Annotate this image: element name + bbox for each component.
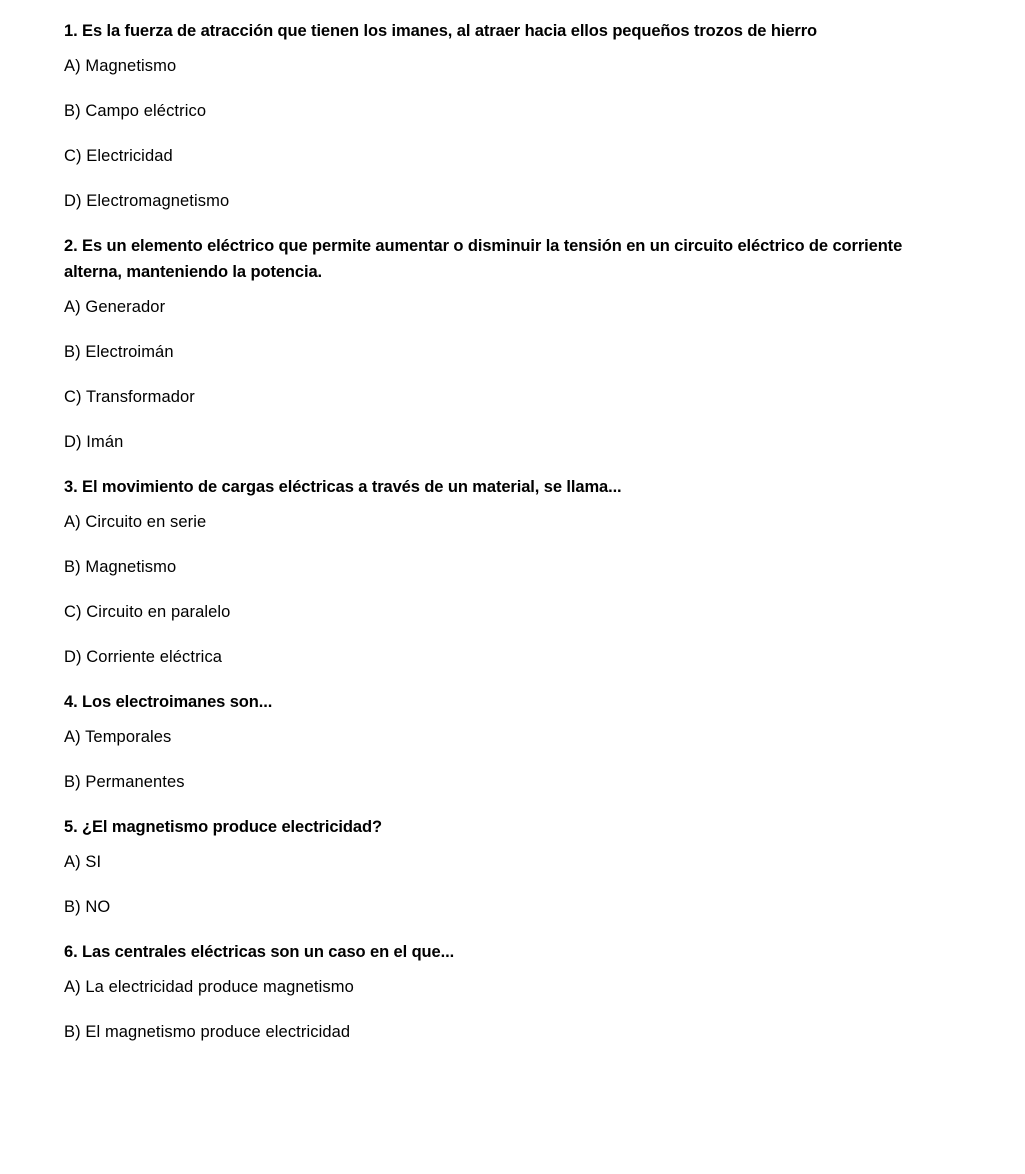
answer-option: C) Transformador <box>64 388 195 406</box>
answer-option: D) Imán <box>64 433 124 451</box>
question-3 <box>64 474 964 670</box>
answer-option: B) El magnetismo produce electricidad <box>64 1023 351 1041</box>
answer-option: A) Generador <box>64 298 166 316</box>
question-4 <box>64 689 964 795</box>
answer-option: D) Corriente eléctrica <box>64 648 223 666</box>
question-1 <box>64 18 964 214</box>
answer-option: A) Magnetismo <box>64 57 177 75</box>
answer-option: B) Magnetismo <box>64 558 177 576</box>
question-text: 6. Las centrales eléctricas son un caso en el que... <box>64 943 455 961</box>
answer-option: D) Electromagnetismo <box>64 192 230 210</box>
question-text: 5. ¿El magnetismo produce electricidad? <box>64 818 382 836</box>
question-text: 1. Es la fuerza de atracción que tienen los imanes, al atraer hacia ellos pequeños trozos de hierro <box>64 22 818 40</box>
question-2 <box>64 233 964 455</box>
answer-option: A) SI <box>64 853 102 871</box>
question-text: 4. Los electroimanes son... <box>64 693 273 711</box>
answer-option: B) Campo eléctrico <box>64 102 207 120</box>
answer-option: B) Electroimán <box>64 343 174 361</box>
question-6 <box>64 939 964 1045</box>
answer-option: C) Circuito en paralelo <box>64 603 231 621</box>
question-5 <box>64 814 964 920</box>
answer-option: A) La electricidad produce magnetismo <box>64 978 354 996</box>
question-text: 3. El movimiento de cargas eléctricas a través de un material, se llama... <box>64 478 622 496</box>
answer-option: C) Electricidad <box>64 147 173 165</box>
answer-option: A) Temporales <box>64 728 172 746</box>
quiz-document <box>64 18 964 1064</box>
question-text: 2. Es un elemento eléctrico que permite aumentar o disminuir la tensión en un circuito eléctrico de corriente alterna, manteniendo la potencia. <box>64 237 903 281</box>
answer-option: B) Permanentes <box>64 773 185 791</box>
answer-option: A) Circuito en serie <box>64 513 207 531</box>
answer-option: B) NO <box>64 898 111 916</box>
